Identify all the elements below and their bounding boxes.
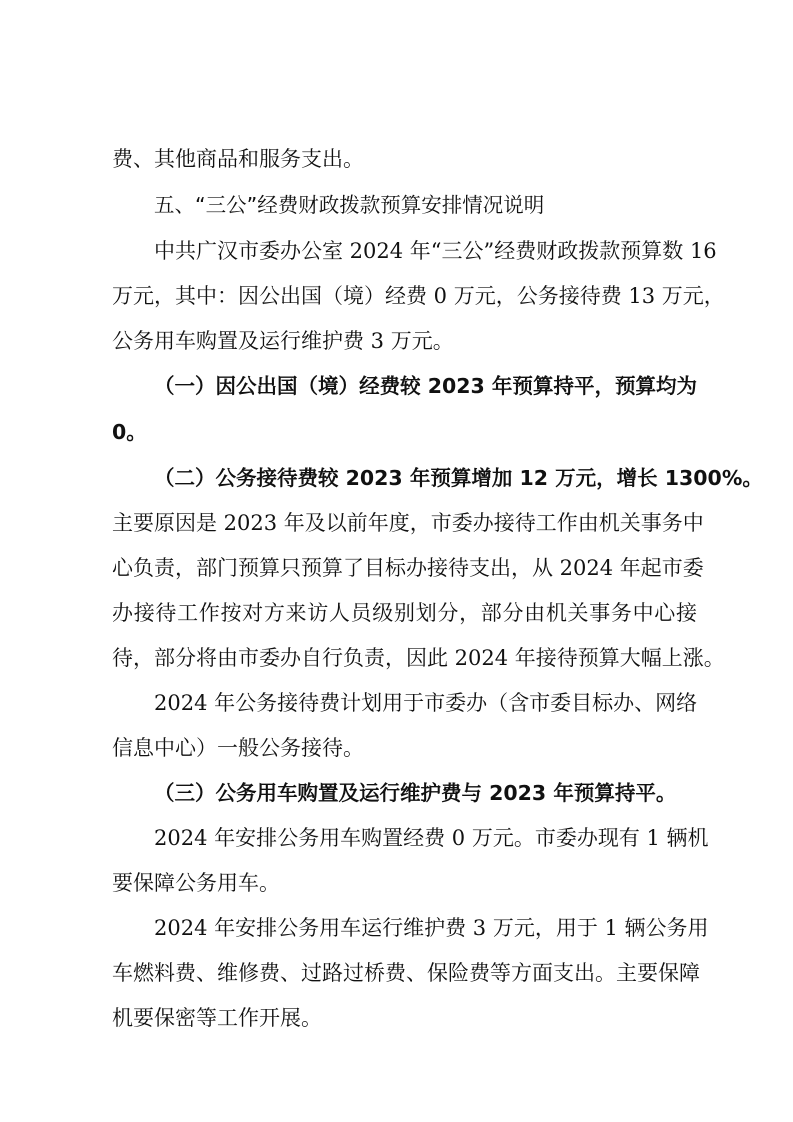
text-line-4: 万元，其中：因公出国（境）经费 0 万元，公务接待费 13 万元， bbox=[112, 284, 725, 308]
text-line-9: 主要原因是 2023 年及以前年度，市委办接待工作由机关事务中 bbox=[112, 511, 704, 535]
subheading-1: （一）因公出国（境）经费较 2023 年预算持平，预算均为 bbox=[154, 374, 697, 398]
text-line-18: 2024 年安排公务用车运行维护费 3 万元，用于 1 辆公务用 bbox=[154, 916, 709, 940]
text-line-13: 2024 年公务接待费计划用于市委办（含市委目标办、网络 bbox=[154, 691, 698, 715]
text-line-10: 心负责，部门预算只预算了目标办接待支出，从 2024 年起市委 bbox=[112, 556, 704, 580]
section-heading-5: 五、“三公”经费财政拨款预算安排情况说明 bbox=[154, 193, 545, 217]
text-line-12: 待，部分将由市委办自行负责，因此 2024 年接待预算大幅上涨。 bbox=[112, 646, 725, 670]
text-line-17: 要保障公务用车。 bbox=[112, 871, 280, 895]
text-line-19: 车燃料费、维修费、过路过桥费、保险费等方面支出。主要保障 bbox=[112, 961, 700, 985]
text-line-14: 信息中心）一般公务接待。 bbox=[112, 736, 364, 760]
text-line-5: 公务用车购置及运行维护费 3 万元。 bbox=[112, 329, 454, 353]
subheading-1-continued: 0。 bbox=[112, 420, 147, 444]
text-line-1: 费、其他商品和服务支出。 bbox=[112, 147, 364, 171]
text-line-16: 2024 年安排公务用车购置经费 0 万元。市委办现有 1 辆机 bbox=[154, 826, 709, 850]
text-line-20: 机要保密等工作开展。 bbox=[112, 1006, 322, 1030]
subheading-3: （三）公务用车购置及运行维护费与 2023 年预算持平。 bbox=[154, 781, 677, 805]
text-line-11: 办接待工作按对方来访人员级别划分，部分由机关事务中心接 bbox=[112, 601, 697, 625]
text-line-3: 中共广汉市委办公室 2024 年“三公”经费财政拨款预算数 16 bbox=[154, 239, 717, 263]
subheading-2: （二）公务接待费较 2023 年预算增加 12 万元，增长 1300%。 bbox=[154, 466, 763, 490]
